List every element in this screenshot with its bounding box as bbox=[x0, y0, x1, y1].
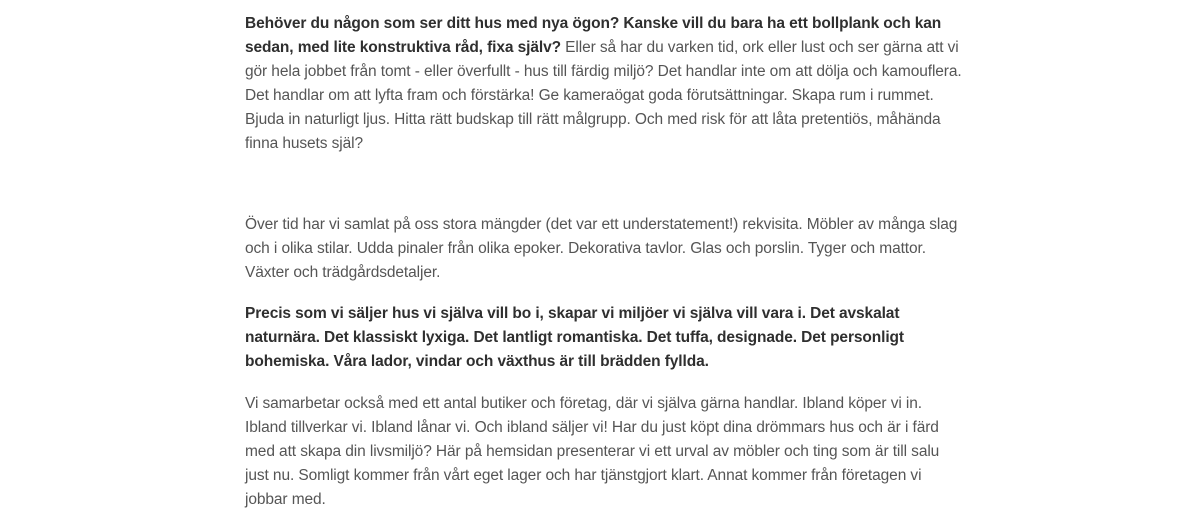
paragraph-partners: Vi samarbetar också med ett antal butiker och företag, där vi själva gärna handlar. Ibland köper vi in. Ibland tillverkar vi. Ibland lånar vi. Och ibland säljer vi! Har du just köpt dina drömmars hus och är i färd med att skapa din livsmiljö? Här på hemsidan presenterar vi ett urval av möbler och ting som är till salu just nu. Somligt kommer från vårt eget lager och har tjänstgjort klart. Annat kommer från företagen vi jobbar med. bbox=[245, 395, 940, 508]
article-body bbox=[245, 12, 965, 512]
paragraph-intro-lead: Behöver du någon som ser ditt hus med nya ögon? Kanske vill du bara ha ett bollplank och kan sedan, med lite konstruktiva råd, fixa själv? bbox=[245, 15, 942, 56]
paragraph-intro-text: Eller så har du varken tid, ork eller lust och ser gärna att vi gör hela jobbet från tomt - eller överfullt - hus till färdig miljö? Det handlar inte om att dölja och kamouflera. Det handlar om att lyfta fram och förstärka! Ge kameraögat goda förutsättningar. Skapa rum i rummet. Bjuda in naturligt ljus. Hitta rätt budskap till rätt målgrupp. Och med risk för att låta pretentiös, måhända finna husets själ? bbox=[245, 39, 962, 152]
paragraph-environments: Precis som vi säljer hus vi själva vill bo i, skapar vi miljöer vi själva vill vara i. Det avskalat naturnära. Det klassiskt lyxiga. Det lantligt romantiska. Det tuffa, designade. Det personligt bohemiska. Våra lador, vindar och växthus är till brädden fyllda. bbox=[245, 305, 904, 370]
paragraph-intro bbox=[245, 12, 965, 156]
paragraph-props: Över tid har vi samlat på oss stora mängder (det var ett understatement!) rekvisita. Möbler av många slag och i olika stilar. Udda pinaler från olika epoker. Dekorativa tavlor. Glas och porslin. Tyger och mattor. Växter och trädgårdsdetaljer. bbox=[245, 216, 958, 281]
